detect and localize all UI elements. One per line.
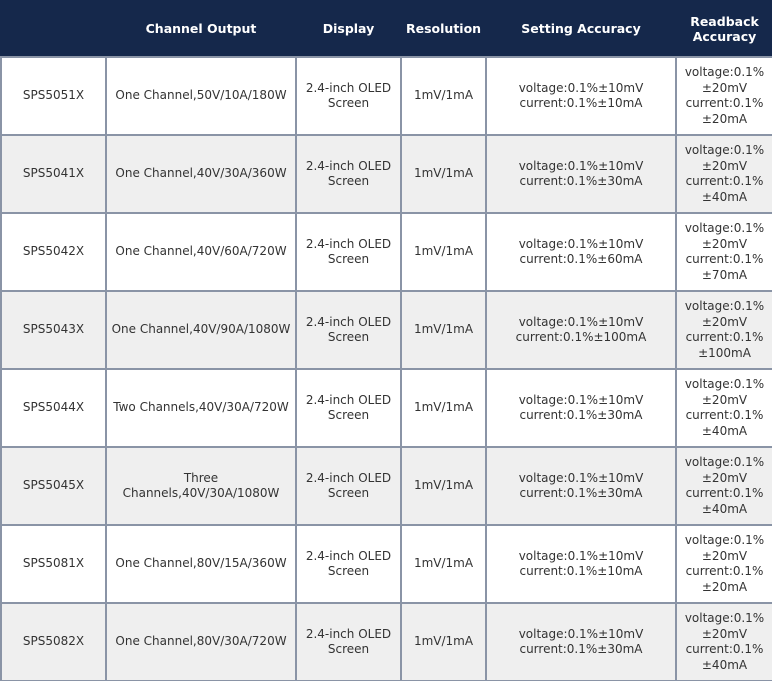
channel-output-cell: Two Channels,40V/30A/720W	[106, 369, 296, 447]
channel-output-cell: One Channel,50V/10A/180W	[106, 57, 296, 135]
resolution-cell: 1mV/1mA	[401, 213, 486, 291]
display-cell: 2.4-inch OLED Screen	[296, 57, 401, 135]
header-resolution: Resolution	[401, 1, 486, 57]
table-row	[1, 447, 772, 525]
header-row	[1, 1, 772, 57]
channel-output-cell: One Channel,80V/15A/360W	[106, 525, 296, 603]
resolution-cell: 1mV/1mA	[401, 135, 486, 213]
setting-accuracy-cell: voltage:0.1%±10mV current:0.1%±10mA	[486, 57, 676, 135]
model-cell: SPS5051X	[1, 57, 106, 135]
display-cell: 2.4-inch OLED Screen	[296, 291, 401, 369]
table-row	[1, 135, 772, 213]
model-cell: SPS5081X	[1, 525, 106, 603]
header-readback-accuracy: Readback Accuracy	[676, 1, 772, 57]
readback-accuracy-cell: voltage:0.1% ±20mV current:0.1% ±40mA	[676, 603, 772, 681]
channel-output-cell: One Channel,40V/60A/720W	[106, 213, 296, 291]
table-row	[1, 369, 772, 447]
readback-accuracy-cell: voltage:0.1% ±20mV current:0.1% ±40mA	[676, 135, 772, 213]
table-row	[1, 291, 772, 369]
display-cell: 2.4-inch OLED Screen	[296, 603, 401, 681]
setting-accuracy-cell: voltage:0.1%±10mV current:0.1%±100mA	[486, 291, 676, 369]
setting-accuracy-cell: voltage:0.1%±10mV current:0.1%±30mA	[486, 603, 676, 681]
resolution-cell: 1mV/1mA	[401, 603, 486, 681]
table-row	[1, 213, 772, 291]
header-setting-accuracy: Setting Accuracy	[486, 1, 676, 57]
resolution-cell: 1mV/1mA	[401, 447, 486, 525]
readback-accuracy-cell: voltage:0.1% ±20mV current:0.1% ±20mA	[676, 525, 772, 603]
readback-accuracy-cell: voltage:0.1% ±20mV current:0.1% ±70mA	[676, 213, 772, 291]
resolution-cell: 1mV/1mA	[401, 57, 486, 135]
model-cell: SPS5041X	[1, 135, 106, 213]
readback-accuracy-cell: voltage:0.1% ±20mV current:0.1% ±40mA	[676, 447, 772, 525]
model-cell: SPS5042X	[1, 213, 106, 291]
channel-output-cell: One Channel,40V/30A/360W	[106, 135, 296, 213]
model-cell: SPS5043X	[1, 291, 106, 369]
model-cell: SPS5082X	[1, 603, 106, 681]
resolution-cell: 1mV/1mA	[401, 525, 486, 603]
header-channel-output: Channel Output	[106, 1, 296, 57]
model-cell: SPS5044X	[1, 369, 106, 447]
setting-accuracy-cell: voltage:0.1%±10mV current:0.1%±30mA	[486, 135, 676, 213]
readback-accuracy-cell: voltage:0.1% ±20mV current:0.1% ±20mA	[676, 57, 772, 135]
setting-accuracy-cell: voltage:0.1%±10mV current:0.1%±60mA	[486, 213, 676, 291]
header-display: Display	[296, 1, 401, 57]
readback-accuracy-cell: voltage:0.1% ±20mV current:0.1% ±40mA	[676, 369, 772, 447]
channel-output-cell: One Channel,80V/30A/720W	[106, 603, 296, 681]
display-cell: 2.4-inch OLED Screen	[296, 447, 401, 525]
setting-accuracy-cell: voltage:0.1%±10mV current:0.1%±30mA	[486, 447, 676, 525]
channel-output-cell: Three Channels,40V/30A/1080W	[106, 447, 296, 525]
header-model	[1, 1, 106, 57]
table-row	[1, 525, 772, 603]
resolution-cell: 1mV/1mA	[401, 291, 486, 369]
display-cell: 2.4-inch OLED Screen	[296, 135, 401, 213]
table-row	[1, 603, 772, 681]
resolution-cell: 1mV/1mA	[401, 369, 486, 447]
display-cell: 2.4-inch OLED Screen	[296, 525, 401, 603]
setting-accuracy-cell: voltage:0.1%±10mV current:0.1%±30mA	[486, 369, 676, 447]
setting-accuracy-cell: voltage:0.1%±10mV current:0.1%±10mA	[486, 525, 676, 603]
readback-accuracy-cell: voltage:0.1% ±20mV current:0.1% ±100mA	[676, 291, 772, 369]
display-cell: 2.4-inch OLED Screen	[296, 369, 401, 447]
table-row	[1, 57, 772, 135]
display-cell: 2.4-inch OLED Screen	[296, 213, 401, 291]
model-cell: SPS5045X	[1, 447, 106, 525]
channel-output-cell: One Channel,40V/90A/1080W	[106, 291, 296, 369]
